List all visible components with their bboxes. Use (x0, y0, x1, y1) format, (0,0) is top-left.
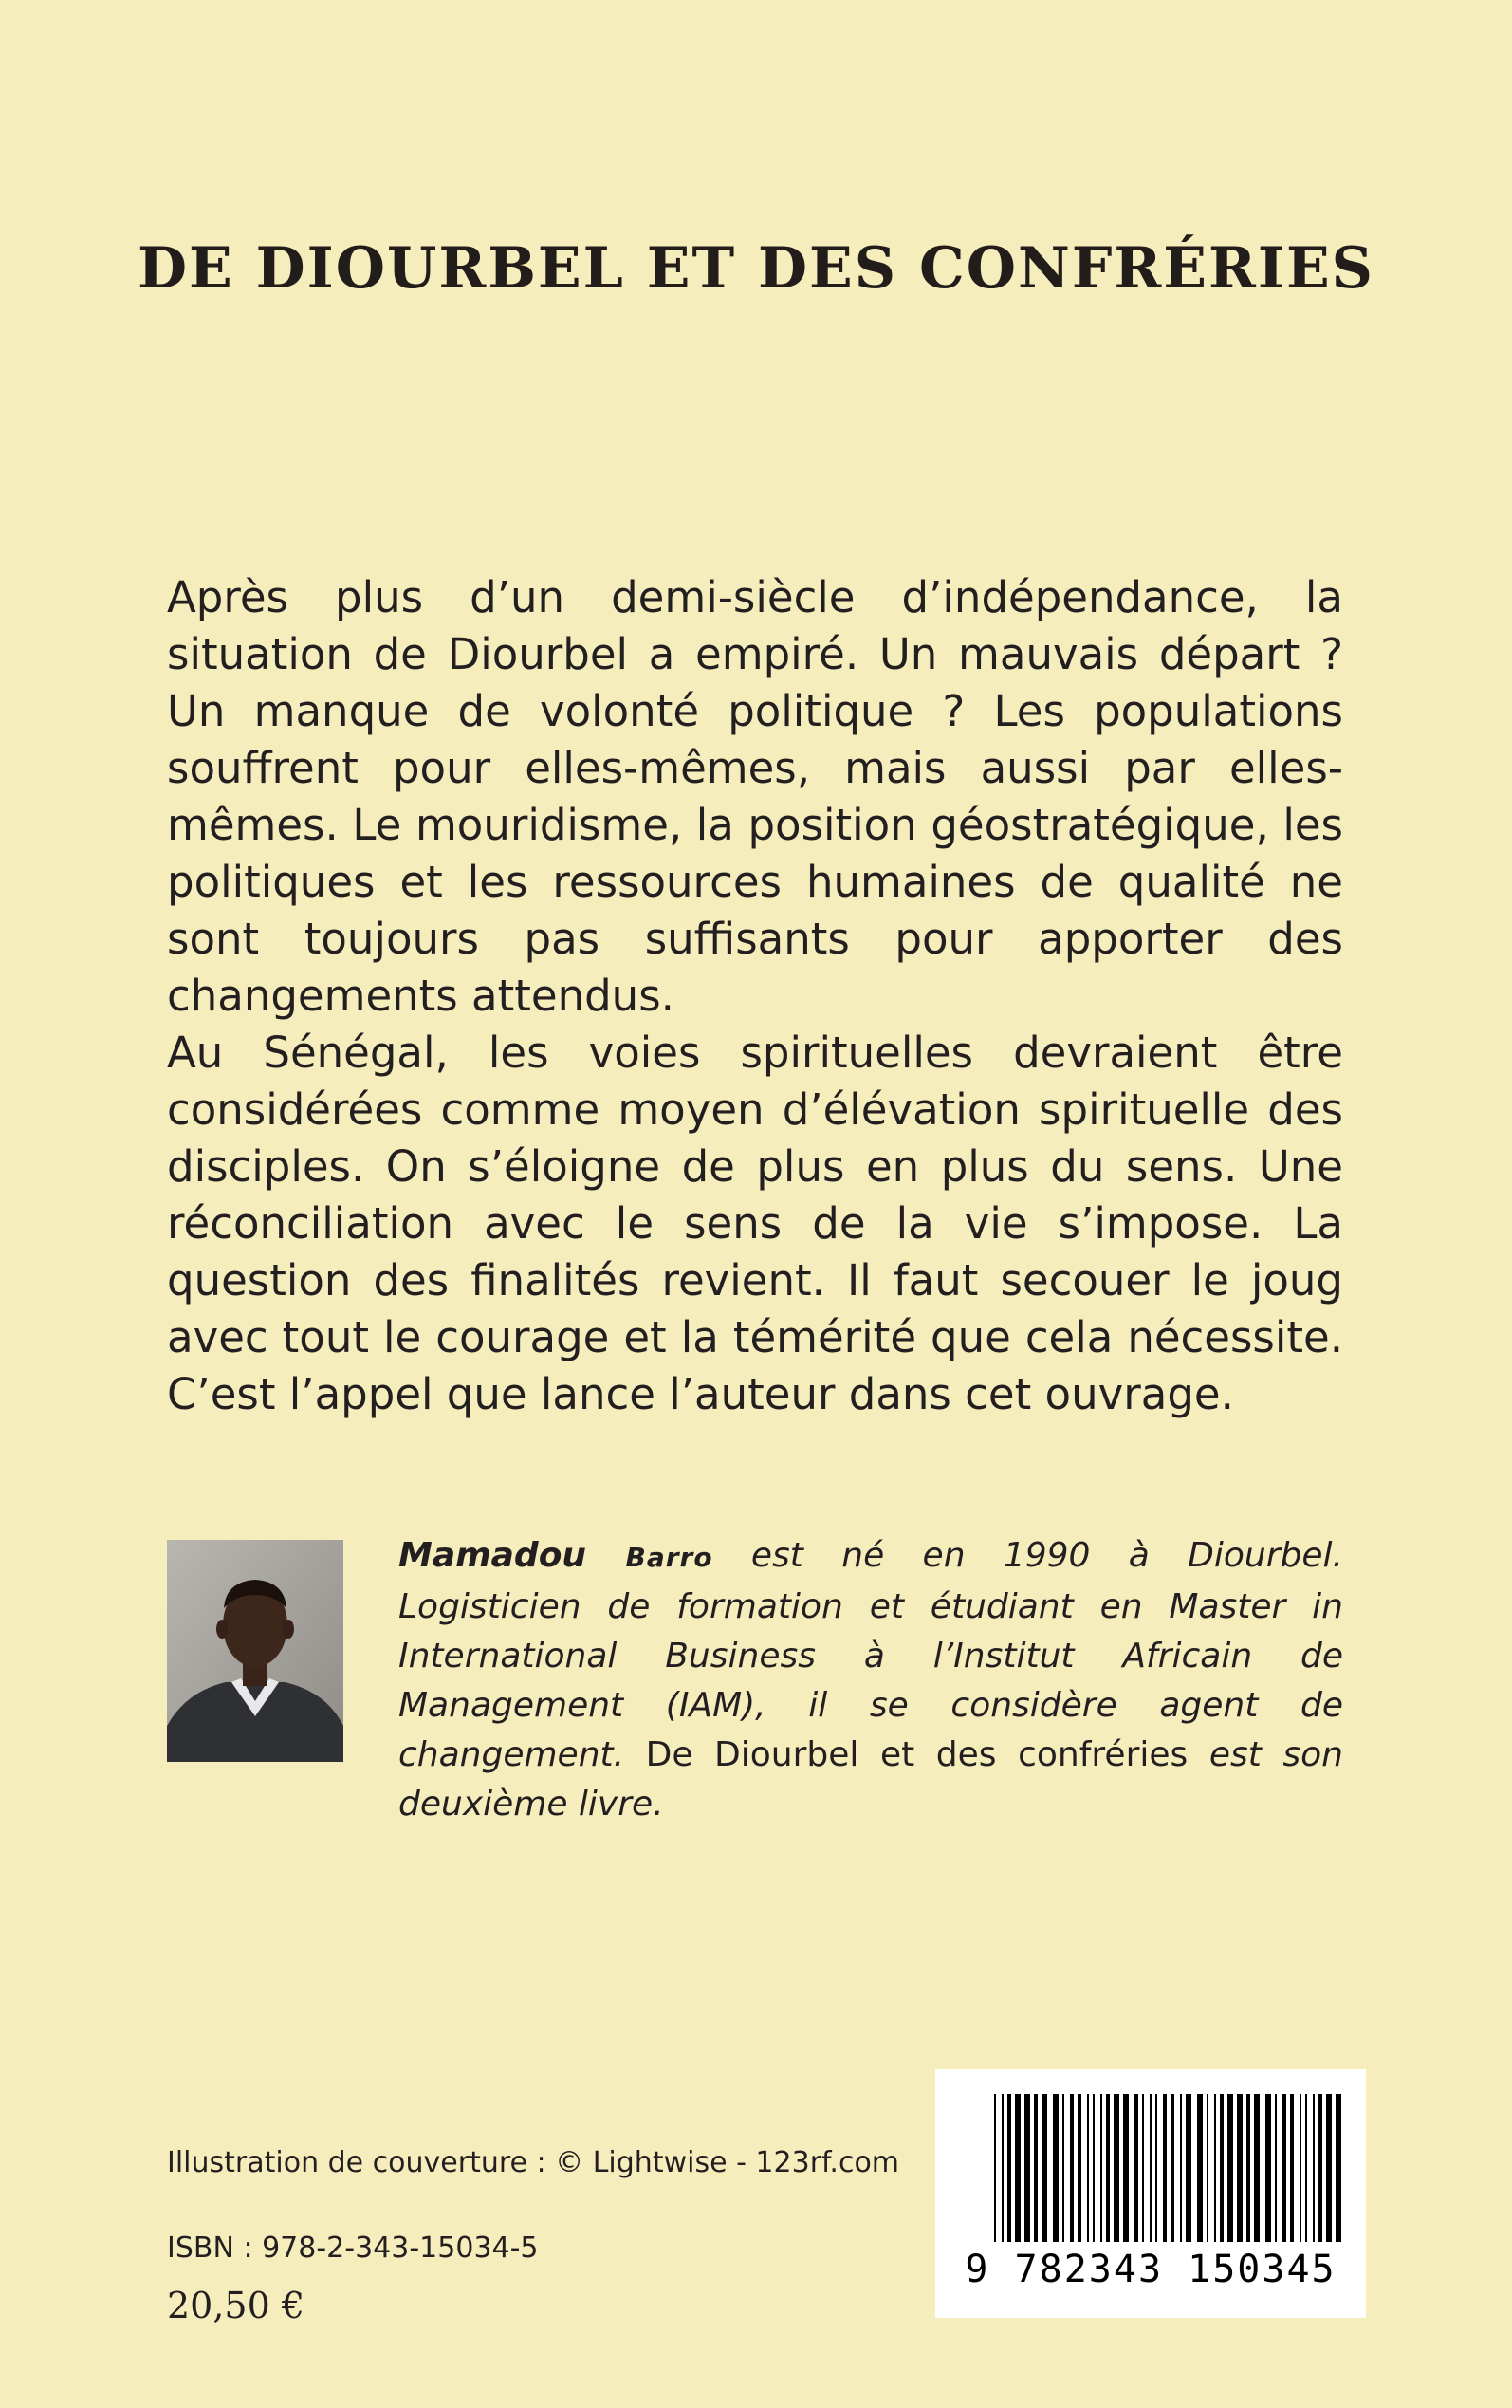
barcode-bar (1318, 2094, 1322, 2242)
author-first-name: Mamadou (398, 1536, 626, 1575)
illustration-credit: Illustration de couverture : © Lightwise - 123rf.com (167, 2146, 900, 2179)
barcode-bar (1214, 2094, 1216, 2242)
barcode-bar (1305, 2094, 1307, 2242)
barcode-bar (1155, 2094, 1157, 2242)
barcode-bar (1326, 2094, 1332, 2242)
barcode (935, 2069, 1366, 2318)
author-bio-text: est né en 1990 à Diourbel. Logisticien de formation et étudiant en Master in International Business à l’Institut Africain de Management (IAM), il se considère agent de changement. (398, 1536, 1343, 1774)
barcode-bar (1070, 2094, 1074, 2242)
barcode-bar (1290, 2094, 1294, 2242)
barcode-bar (994, 2094, 996, 2242)
barcode-bar (1007, 2094, 1011, 2242)
barcode-bar (1227, 2094, 1233, 2242)
author-bio-text-end: est son deuxième livre. (398, 1735, 1343, 1824)
summary-paragraph-1: Après plus d’un demi-siècle d’indépendance, la situation de Diourbel a empiré. Un mauvais départ ? Un manque de volonté politique ? Les populations souffrent pour elles-mêmes, mais aussi par elles-mêmes. Le mouridisme, la position géostratégique, les politiques et les ressources humaines de qualité ne sont toujours pas suffisants pour apporter des changements attendus. (167, 572, 1343, 1021)
barcode-bar (1300, 2094, 1301, 2242)
barcode-bar (1093, 2094, 1095, 2242)
author-bio-book-title: De Diourbel et des confréries (624, 1735, 1209, 1774)
back-cover-summary (167, 569, 1343, 1423)
barcode-bar (1313, 2094, 1315, 2242)
barcode-bar (1053, 2094, 1059, 2242)
barcode-bar (1220, 2094, 1224, 2242)
summary-paragraph-2: Au Sénégal, les voies spirituelles devraient être considérées comme moyen d’élévation spirituelle des disciples. On s’éloigne de plus en plus du sens. Une réconciliation avec le sens de la vie s’impose. La question des finalités revient. Il faut secouer le joug avec tout le courage et la témérité que cela nécessite. C’est l’appel que lance l’auteur dans cet ouvrage. (167, 1028, 1343, 1419)
author-last-name: Barro (625, 1542, 713, 1573)
barcode-bar (1062, 2094, 1064, 2242)
barcode-bar (1254, 2094, 1260, 2242)
price: 20,50 € (167, 2285, 305, 2326)
book-title: DE DIOURBEL ET DES CONFRÉRIES (137, 235, 1375, 302)
barcode-bar (1123, 2094, 1129, 2242)
barcode-bar (1024, 2094, 1030, 2242)
barcode-bar (1078, 2094, 1081, 2242)
barcode-bar (1015, 2094, 1021, 2242)
barcode-bar (1100, 2094, 1102, 2242)
barcode-digits: 9 782343 150345 (965, 2248, 1337, 2291)
barcode-bar (1186, 2094, 1191, 2242)
barcode-bar (1265, 2094, 1271, 2242)
barcode-bar (1106, 2094, 1110, 2242)
barcode-bar (1237, 2094, 1243, 2242)
barcode-bar (1207, 2094, 1208, 2242)
barcode-bar (1180, 2094, 1182, 2242)
barcode-bar (1002, 2094, 1004, 2242)
author-bio (398, 1531, 1343, 1829)
barcode-bar (1042, 2094, 1047, 2242)
barcode-bar (1134, 2094, 1138, 2242)
barcode-bar (1087, 2094, 1089, 2242)
isbn: ISBN : 978-2-343-15034-5 (167, 2232, 539, 2265)
barcode-bar (1336, 2094, 1341, 2242)
barcode-bar (1171, 2094, 1174, 2242)
barcode-bar (1114, 2094, 1119, 2242)
barcode-bar (1246, 2094, 1250, 2242)
barcode-bar (1275, 2094, 1277, 2242)
barcode-bar (1163, 2094, 1167, 2242)
barcode-bar (1150, 2094, 1152, 2242)
barcode-bar (1034, 2094, 1038, 2242)
barcode-bar (1142, 2094, 1144, 2242)
barcode-bar (1197, 2094, 1203, 2242)
barcode-bar (1282, 2094, 1286, 2242)
author-photo (167, 1540, 343, 1762)
